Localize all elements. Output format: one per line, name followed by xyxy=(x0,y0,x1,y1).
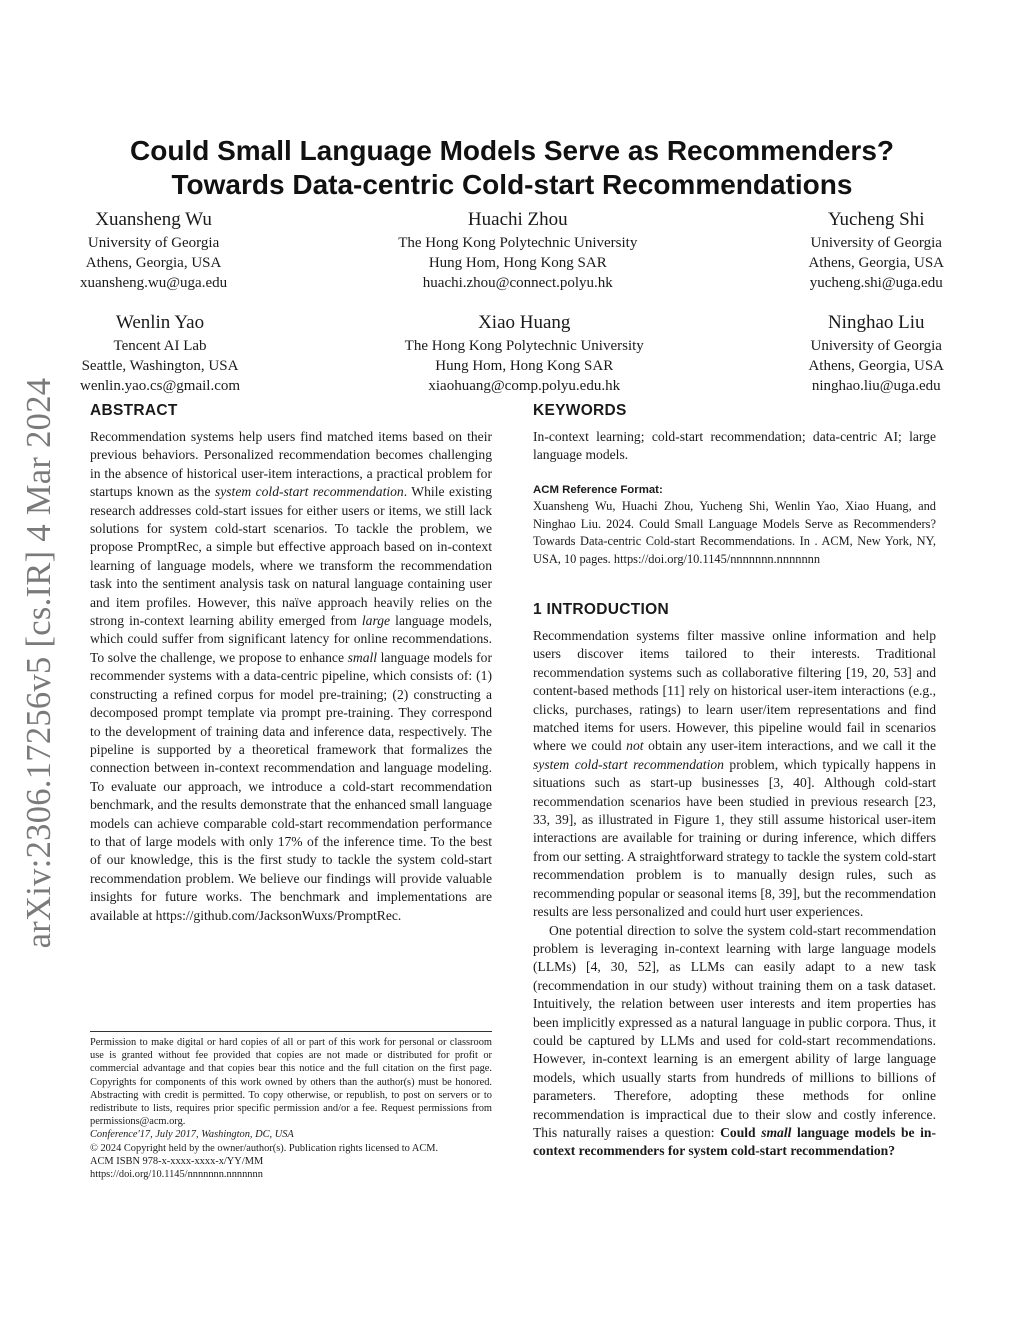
arxiv-identifier: arXiv:2306.17256v5 [cs.IR] 4 Mar 2024 xyxy=(20,377,58,949)
author-name: Ninghao Liu xyxy=(827,312,925,333)
author-email: xiaohuang@comp.polyu.edu.hk xyxy=(428,378,621,394)
acm-reference-heading: ACM Reference Format: xyxy=(533,483,663,496)
author-email: huachi.zhou@connect.polyu.hk xyxy=(422,275,613,291)
keywords-heading: KEYWORDS xyxy=(533,402,627,419)
right-column xyxy=(533,401,936,1161)
keywords-text: In-context learning; cold-start recommendation; data-centric AI; large language models. xyxy=(533,429,936,463)
author-email: ninghao.liu@uga.edu xyxy=(811,378,941,394)
author-email: xuansheng.wu@uga.edu xyxy=(80,275,228,291)
author-name: Huachi Zhou xyxy=(467,209,568,230)
author-affiliation: University of Georgia xyxy=(87,235,220,251)
author-location: Athens, Georgia, USA xyxy=(808,358,944,374)
author-card xyxy=(398,207,637,293)
isbn-line: ACM ISBN 978-x-xxxx-xxxx-x/YY/MM xyxy=(90,1155,264,1167)
abstract-heading: ABSTRACT xyxy=(90,402,178,419)
doi-line: https://doi.org/10.1145/nnnnnnn.nnnnnnn xyxy=(90,1169,263,1181)
title-line-2: Towards Data-centric Cold-start Recommendations xyxy=(171,169,853,200)
copyright-footnote xyxy=(90,1031,492,1181)
author-name: Xuansheng Wu xyxy=(95,209,212,230)
author-name: Yucheng Shi xyxy=(827,209,925,230)
author-location: Athens, Georgia, USA xyxy=(808,255,944,271)
introduction-heading: 1 INTRODUCTION xyxy=(533,601,669,618)
author-card xyxy=(808,310,944,396)
author-email: yucheng.shi@uga.edu xyxy=(809,275,943,291)
conference-info: Conference'17, July 2017, Washington, DC, USA xyxy=(90,1129,294,1141)
author-location: Athens, Georgia, USA xyxy=(85,255,222,271)
author-card xyxy=(80,207,227,293)
intro-paragraph-1: Recommendation systems filter massive online information and help users discover items tailored to their interests. Traditional recommendation systems such as collaborative filtering [19, 20, 53] and content-based methods [11] rely on historical user-item interactions (e.g., clicks, purchases, ratings) to learn user/item representations and find matched items for users. However, this pipeline would fail in scenarios where we could not obtain any user-item interactions, and we call it the system cold-start recommendation problem, which typically happens in situations such as start-up businesses [3, 40]. Although cold-start recommendation scenarios have been studied in previous research [23, 33, 39], as illustrated in Figure 1, they still assume historical user-item interactions are available for training or during inference, which differs from our setting. A straightforward strategy to tackle the system cold-start recommendation problem is to manually design rules, such as recommending popular or seasonal items [8, 39], but the recommendation results are less personalized and could hurt user experiences. xyxy=(533,628,936,920)
author-name: Xiao Huang xyxy=(478,312,571,333)
author-row-2 xyxy=(80,310,944,396)
paper-title xyxy=(80,134,944,202)
abstract-text: Recommendation systems help users find matched items based on their previous behaviors. Personalized recommendation becomes challenging in the absence of historical user-item interactions, a practical problem for startups known as the system cold-start recommendation. While existing research addresses cold-start issues for either users or items, we still lack solutions for system cold-start scenarios. To tackle the problem, we propose PromptRec, a simple but effective approach based on in-context learning of language models, where we transform the recommendation task into the sentiment analysis task on natural language containing user and item profiles. However, this naïve approach heavily relies on the strong in-context learning ability emerged from large language models, which could suffer from significant latency for online recommendations. To solve the challenge, we propose to enhance small language models for recommender systems with a data-centric pipeline, which consists of: (1) constructing a refined corpus for model pre-training; (2) constructing a decomposed prompt template via prompt pre-training. They correspond to the development of training data and inference data, respectively. The pipeline is supported by a theoretical framework that formalizes the connection between in-context recommendation and language modeling. To evaluate our approach, we introduce a cold-start recommendation benchmark, and the results demonstrate that the enhanced small language models can achieve comparable cold-start recommendation performance to that of large models with only 17% of the inference time. To the best of our knowledge, this is the first study to tackle the system cold-start recommendation problem. We believe our findings will provide valuable insights for future works. The benchmark and implementations are available at https://github.com/JacksonWuxs/PromptRec. xyxy=(90,429,493,923)
acm-reference-text: Xuansheng Wu, Huachi Zhou, Yucheng Shi, Wenlin Yao, Xiao Huang, and Ninghao Liu. 2024. Could Small Language Models Serve as Recommenders? Towards Data-centric Cold-start Recommendations. In . ACM, New York, NY, USA, 10 pages. https://doi.org/10.1145/nnnnnnn.nnnnnnn xyxy=(533,498,936,567)
title-line-1: Could Small Language Models Serve as Recommenders? xyxy=(130,135,894,166)
author-affiliation: University of Georgia xyxy=(810,338,942,354)
left-column xyxy=(90,401,492,925)
author-block xyxy=(80,207,944,396)
author-affiliation: Tencent AI Lab xyxy=(113,338,207,354)
author-card xyxy=(808,207,944,293)
permission-notice: Permission to make digital or hard copies of all or part of this work for personal or classroom use is granted without fee provided that copies are not made or distributed for profit or commercial advantage and that copies bear this notice and the full citation on the first page. Copyrights for components of this work owned by others than the author(s) must be honored. Abstracting with credit is permitted. To copy otherwise, or republish, to post on servers or to redistribute to lists, requires prior specific permission and/or a fee. Request permissions from permissions@acm.org. xyxy=(90,1037,492,1128)
author-affiliation: University of Georgia xyxy=(810,235,942,251)
author-location: Hung Hom, Hong Kong SAR xyxy=(435,358,614,374)
intro-paragraph-2: One potential direction to solve the system cold-start recommendation problem is leveraging in-context learning with large language models (LLMs) [4, 30, 52], as LLMs can easily adapt to a new task (recommendation in our study) without training them on a task dataset. Intuitively, the relation between user interests and item properties has been implicitly expressed as a natural language in public corpora. Thus, it could be captured by LLMs and used for cold-start recommendations. However, in-context learning is an emergent ability of large language models, which usually starts from hundreds of millions to billions of parameters. Therefore, adopting these methods for online recommendation is impractical due to their slow and costly inference. This naturally raises a question: Could small language models be in-context recommenders for system cold-start recommendation? xyxy=(533,922,936,1159)
copyright-line: © 2024 Copyright held by the owner/author(s). Publication rights licensed to ACM. xyxy=(90,1142,439,1154)
author-row-1 xyxy=(80,207,944,293)
author-card xyxy=(80,310,240,396)
author-location: Seattle, Washington, USA xyxy=(81,358,239,374)
author-name: Wenlin Yao xyxy=(115,312,205,333)
author-location: Hung Hom, Hong Kong SAR xyxy=(428,255,607,271)
author-email: wenlin.yao.cs@gmail.com xyxy=(80,378,241,394)
author-affiliation: The Hong Kong Polytechnic University xyxy=(404,338,644,354)
author-card xyxy=(405,310,644,396)
author-affiliation: The Hong Kong Polytechnic University xyxy=(398,235,638,251)
